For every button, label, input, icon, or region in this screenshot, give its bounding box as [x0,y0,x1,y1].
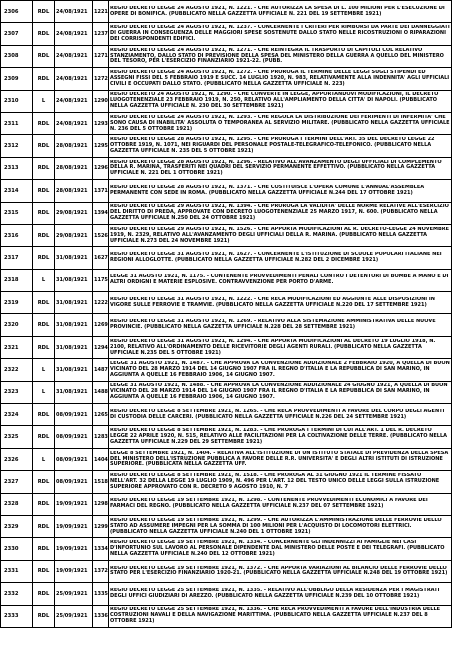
act-number: 1221 [93,1,109,23]
act-type: RDL [33,45,55,67]
record-number: 2322 [1,359,33,381]
act-type: RDL [33,292,55,314]
act-type: L [33,359,55,381]
act-number: 1298 [93,493,109,515]
act-description [109,314,452,336]
record-number: 2325 [1,426,33,448]
table-row [1,90,452,112]
act-description [109,180,452,202]
act-type: RDL [33,135,55,157]
act-type: RDL [33,224,55,246]
record-number: 2316 [1,224,33,246]
table-row [1,157,452,179]
record-number: 2313 [1,157,33,179]
act-description [109,247,452,269]
act-description-text: REGIO DECRETO LEGGE 31 AGOSTO 1921, N. 1269. - RELATIVO ALLA SISTEMAZIONE AMMINISTRATIVA DELLE NUOVE PROVINCIE. (PUBBLICATO NELLA GAZZETTA UFFICIALE N.228 DEL 28 SETTEMBRE 1921) [110,319,436,331]
act-date: 29/08/1921 [55,202,93,224]
act-number: 1627 [93,247,109,269]
act-description [109,583,452,605]
act-description [109,269,452,291]
act-number: 1283 [93,426,109,448]
act-description-text: REGIO DECRETO LEGGE 29 AGOSTO 1921, N. 1526. - CHE APPORTA MODIFICAZIONI AL R. DECRETO-LEGGE 24 NOVEMBRE 1919, N. 2329, RELATIVO ALL'AVANZAMENTO DEGLI UFFICIALI DELLA R. MARINA. (PUBBLICATO NELLA GAZZETTA UFFICIALE N.273 DEL 24 NOVEMBRE 1921) [110,226,450,244]
act-date: 24/08/1921 [55,1,93,23]
act-description-text: REGIO DECRETO LEGGE 31 AGOSTO 1921, N. 1627. - CONCERNENTE L'ISTITUZIONE DI SCUOLE POPOLARI ITALIANE NEI REGIONI ALLOGLOTTE. (PUBBLICATO NELLA GAZZETTA UFFICIALE N.282 DEL 2 DICEMBRE 1921) [110,252,442,263]
act-date: 24/08/1921 [55,45,93,67]
act-type: RDL [33,404,55,426]
record-number: 2318 [1,269,33,291]
record-number: 2333 [1,605,33,627]
act-number: 1295 [93,135,109,157]
act-description-text: REGIO DECRETO LEGGE 24 AGOSTO 1921, N. 1293. - CHE REGOLA LA DISTRIBUZIONE DEI FERIMENTI DI INFERMITA' CHE SONO CAUSA DI INABILITA' ASSOLUTA O TEMPORANEA AL SERVIZIO MILITARE. (PUBBLICATO NELLA GAZZETTA UFFICIALE N. 236 DEL 5 OTTOBRE 1921) [110,114,450,132]
table-row [1,292,452,314]
act-description [109,538,452,560]
act-description [109,448,452,470]
act-date: 31/08/1921 [55,314,93,336]
act-description [109,404,452,426]
act-description-text: REGIO DECRETO LEGGE 24 AGOSTO 1921, N. 1237. - CONCERNENTE I CRITERI PER RIMBORSI DA PARTE DEI DANNEGGIATI DI GUERRA IN CONSEGUENZA DELLE MAGGIORI SPESE SOSTENUTE DALLO STATO NELLE RICOSTRUZIONI O RIPARAZIONI DEI CORRISPONDENTI EDIFICI. [110,25,450,43]
act-description-text: REGIO DECRETO LEGGE 28 AGOSTO 1921, N. 1371. - CHE COSTITUISCE L'OPERA COMUNE L'ANNUAL'ASSEMBLEA PERMANENTE CON SEDE IN ROMA. (PUBBLICATO NELLA GAZZETTA UFFICIALE N.244 DEL 17 OTTOBRE 1921) [110,184,425,196]
table-row [1,448,452,470]
act-description [109,426,452,448]
act-number: 1175 [93,269,109,291]
record-number: 2326 [1,448,33,470]
record-number: 2329 [1,515,33,537]
act-type: RDL [33,68,55,90]
record-number: 2312 [1,135,33,157]
act-description-text: LEGGE 31 AGOSTO 1921, N. 1487. - CHE APPROVA LA CONVENZIONE ADDIZIONALE 2 FEBBRAIO 1920, A QUELLA DI BUON VICINATO DEL 28 MARZO 1914 DEL 14 GIUGNO 1907 FRA IL REGNO D'ITALIA E LA REPUBBLICA DI SAN MARINO, IN AGGIUNTA A QUELLE 16 FEBBRAIO 1906, 14 GIUGNO 1907. [110,361,450,378]
act-description-text: REGIO DECRETO LEGGE 31 AGOSTO 1921, N. 1294. - CHE APPORTA MODIFICAZIONI AL DECRETO 19 LUGLIO 1918, N. 2100, RELATIVO ALL'ORDINAMENTO DELLE RICEVITORIE DEGLI AGENTI RURALI. (PUBBLICATO NELLA GAZZETTA UFFICIALE N.235 DEL 5 OTTOBRE 1921) [110,338,436,356]
act-description-text: REGIO DECRETO LEGGE 29 AGOSTO 1921, N. 1394. - CHE PROROGA LA VALIDITA' DELLE NORME RELATIVE ALL'ESERCIZIO DEL DIRITTO DI PREDA, APPROVATE CON DECRETO LUOGOTENENZIALE 25 MARZO 1917, N. 600. (PUBBLICATO NELLA GAZZETTA UFFICIALE N.250 DEL 24 OTTOBRE 1921) [110,204,449,222]
act-description [109,23,452,45]
table-row [1,605,452,627]
act-number: 1296 [93,157,109,179]
act-description-text: REGIO DECRETO LEGGE 25 SETTEMBRE 1921, N. 1335. - RELATIVO ALL'OBBLIGO DELLA RESIDENZA PER I MAGISTRATI DEGLI UFFICI GIUDIZIARI DI AREZZO. (PUBBLICATO NELLA GAZZETTA UFFICIALE N.239 DEL 10 OTTOBRE 1921) [110,587,440,599]
act-description-text: REGIO DECRETO LEGGE 19 SETTEMBRE 1921, N. 1298. - CONTENENTE PROVVEDIMENTI ECONOMICI A FAVORE DEI FARMACI DEL REGNO. (PUBBLICATO NELLA GAZZETTA UFFICIALE N.237 DEL 07 SETTEMBRE 1921) [110,498,428,510]
record-number: 2307 [1,23,33,45]
act-description-text: REGIO DECRETO LEGGE 8 SETTEMBRE 1921, N. 1283. - CHE PROROGA I TERMINI DI CUI ALL'ART. 1 DEL R. DECRETO LEGGE 22 APRILE 1920, N. 515, RELATIVO ALLE FACILITAZIONI PER LA COLTIVAZIONE DELLE TERRE. (PUBBLICATO NELLA GAZZETTA UFFICIALE N.229 DEL 29 SETTEMBRE 1921) [110,428,448,446]
act-description-text: REGIO DECRETO LEGGE 24 AGOSTO 1921, N. 1221. - CHE AUTORIZZA LA SPESA DI L. 100 MILIONI PER L'ESECUZIONE DI OPERE DI BONIFICA. (PUBBLICATO NELLA GAZZETTA UFFICIALE N. 221 DEL 19 SETTEMBRE 1921) [110,5,445,17]
record-number: 2315 [1,202,33,224]
record-number: 2310 [1,90,33,112]
table-row [1,180,452,202]
table-row [1,538,452,560]
act-description [109,224,452,246]
act-date: 31/08/1921 [55,359,93,381]
act-number: 1269 [93,314,109,336]
act-type: L [33,381,55,403]
act-date: 24/08/1921 [55,112,93,134]
act-date: 31/08/1921 [55,247,93,269]
act-description-text: REGIO DECRETO LEGGE 19 SETTEMBRE 1921, N. 1299. - CHE AUTORIZZA L'AMMINISTRAZIONE DELLE FERROVIE DELLO STATO AD ASSUMERE IMPEGNI PER LA SOMMA DI 100 MILIONI PER L'ACQUISTO DI LOCOMOTORI ELETTRICI. (PUBBLICATO NELLA GAZZETTA UFFICIALE N.240 DEL 1 OTTOBRE 1921) [110,517,442,535]
act-type: RDL [33,314,55,336]
act-type: RDL [33,23,55,45]
record-number: 2321 [1,336,33,358]
act-description-text: LEGGE 8 SETTEMBRE 1921, N. 1404. - RELATIVA ALL'ISTITUZIONE DI UN ISTITUTO STATALE DI PREVIDENZA DELLA SPESA DEL MINISTERO DELL'ISTRUZIONE PUBBLICA A FAVORE DELLE R.R. UNIVERSITA' E DEGLI ALTRI ISTITUTI DI ISTRUZIONE SUPERIORE. (PUBBLICATA NELLA GAZZETTA UFF. [110,450,449,468]
table-row [1,426,452,448]
record-number: 2320 [1,314,33,336]
act-number: 1404 [93,448,109,470]
act-number: 1271 [93,45,109,67]
act-number: 1290 [93,90,109,112]
table-row [1,314,452,336]
act-description [109,157,452,179]
record-number: 2306 [1,1,33,23]
act-description [109,336,452,358]
act-description-text: LEGGE 31 AGOSTO 1921, N. 1175. - CONTENENTE PROVVEDIMENTI PENALI CONTRO I DETENTORI DI BOMBE A MANO E DI ALTRI ORDIGNI E MATERIE ESPLOSIVE. CONTRAVVENZIONE PER PORTO D'ARME. [110,274,449,286]
act-number: 1372 [93,560,109,582]
act-description [109,202,452,224]
act-date: 25/09/1921 [55,605,93,627]
act-description [109,605,452,627]
act-description-text: REGIO DECRETO LEGGE 31 AGOSTO 1921, N. 1222. - CHE RECA MODIFICAZIONI ED AGGIUNTE ALLE DISPOSIZIONI IN VIGORE SULLE FERROVIE E TRAMVIE. (PUBBLICATO NELLA GAZZETTA UFFICIALE N.220 DEL 17 SETTEMBRE 1921) [110,296,435,308]
act-number: 1488 [93,381,109,403]
act-type: RDL [33,560,55,582]
record-number: 2317 [1,247,33,269]
table-row [1,269,452,291]
act-type: L [33,269,55,291]
act-type: RDL [33,180,55,202]
act-type: RDL [33,157,55,179]
act-date: 28/08/1921 [55,180,93,202]
act-date: 31/08/1921 [55,381,93,403]
act-description [109,292,452,314]
act-type: RDL [33,1,55,23]
act-date: 08/09/1921 [55,404,93,426]
act-description-text: REGIO DECRETO LEGGE 28 AGOSTO 1921, N. 1295. - CHE PROROGA I TERMINI DELL'ART. 35 DEL DECRETO LEGGE 22 OTTOBRE 1919, N. 1071, NEI RIGUARDI DEL PERSONALE POSTALE-TELEGRAFICO-TELEFONICO. (PUBBLICATO NELLA GAZZETTA UFFICIALE N. 235 DEL 5 OTTOBRE 1921) [110,137,435,154]
act-number: 1294 [93,336,109,358]
act-type: RDL [33,426,55,448]
record-number: 2308 [1,45,33,67]
act-description [109,45,452,67]
act-type: RDL [33,202,55,224]
table-row [1,515,452,537]
table-row [1,23,452,45]
act-date: 31/08/1921 [55,269,93,291]
act-description [109,1,452,23]
table-row [1,381,452,403]
act-date: 19/09/1921 [55,515,93,537]
act-description [109,471,452,493]
record-number: 2309 [1,68,33,90]
record-number: 2331 [1,560,33,582]
table-row [1,359,452,381]
record-number: 2330 [1,538,33,560]
act-type: L [33,448,55,470]
act-description-text: REGIO DECRETO LEGGE 8 SETTEMBRE 1921, N. 1518. - CHE PROROGA AL 31 GIUGNO 1921 IL TERMINE FISSATO NELL'ART. 32 DELLA LEGGE 19 LUGLIO 1909, N. 496 PER L'ART. 12 DEL TESTO UNICO DELLE LEGGI SULLA ISTRUZIONE SUPERIORE APPROVATO CON R. DECRETO 9 AGOSTO 1910, N. 7 [110,473,440,490]
record-number: 2314 [1,180,33,202]
table-row [1,224,452,246]
act-description-text: REGIO DECRETO LEGGE 28 AGOSTO 1921, N. 1296. - RELATIVO ALL'AVANZAMENTO DEGLI UFFICIALI DI COMPLEMENTO DELLA R. MARINA, TRASFERITI NEI QUADRI DEL SERVIZIO PERMANENTE EFFETTIVO. (PUBBLICATO NELLA GAZZETTA UFFICIALE N. 221 DEL 1 OTTOBRE 1921) [110,159,442,177]
act-description-text: LEGGE 31 AGOSTO 1921, N. 1488. - CHE APPROVA LA CONVENZIONE ADDIZIONALE 24 GIUGNO 1921, A QUELLA DI BUON VICINATO DEL 28 MARZO 1914 DEL 14 GIUGNO 1907 FRA IL REGNO D'ITALIA E LA REPUBBLICA DI SAN MARINO, IN AGGIUNTA A QUELLE 16 FEBBRAIO 1906, 14 GIUGNO 1907. [110,383,448,401]
act-number: 1487 [93,359,109,381]
act-description-text: REGIO DECRETO LEGGE 25 SETTEMBRE 1921, N. 1336. - CHE RECA PROVVEDIMENTI A FAVORE DELL'INDUSTRIA DELLE COSTRUZIONI NAVALI E DELLA NAVIGAZIONE MARITTIMA. (PUBBLICATO NELLA GAZZETTA UFFICIALE N.237 DEL 8 OTTOBRE 1921) [110,607,441,625]
act-number: 1222 [93,292,109,314]
act-description [109,112,452,134]
act-number: 1371 [93,180,109,202]
table-row [1,336,452,358]
act-date: 28/08/1921 [55,157,93,179]
act-date: 08/09/1921 [55,471,93,493]
act-date: 29/08/1921 [55,224,93,246]
record-number: 2332 [1,583,33,605]
table-row [1,493,452,515]
act-description-text: REGIO DECRETO LEGGE 24 AGOSTO 1921, N. 1272. - CHE PROROGA IL TERMINE DELLE LEGGI SUGLI STIPENDI ED ASSEGNI FISSI DEL 5 FEBBRAIO 1919 E SUCC. 14 LUGLIO 1920, N. 983, RELATIVAMENTE ALLA INDENNITA' AGLI UFFICIALI CIVILI E OCCUPATI DALLO STATO. (PUBBLICATO NELLA GAZZETTA UFFICIALE N. 223) [110,70,450,87]
laws-table-body [1,1,452,628]
act-date: 24/08/1921 [55,90,93,112]
act-description [109,493,452,515]
table-row [1,247,452,269]
act-number: 1265 [93,404,109,426]
act-description-text: REGIO DECRETO LEGGE 24 AGOSTO 1921, N. 1271. - CHE REINTEGRA IL TRASPORTO DI CAPITOLI COL RELATIVO STANZIAMENTO, DALLO STATO DI PREVISIONE DELLA SPESA DEL MINISTERO DELLA GUERRA A QUELLO DEL MINISTERO DEL TESORO, PER L'ESERCIZIO FINANZIARIO 1921-22. (PUBB. [110,47,444,65]
act-number: 1334 [93,538,109,560]
table-row [1,68,452,90]
act-date: 19/09/1921 [55,560,93,582]
act-date: 24/08/1921 [55,23,93,45]
table-row [1,583,452,605]
act-type: RDL [33,112,55,134]
act-type: RDL [33,336,55,358]
act-number: 1299 [93,515,109,537]
record-number: 2311 [1,112,33,134]
act-type: RDL [33,515,55,537]
act-type: RDL [33,605,55,627]
table-row [1,404,452,426]
act-date: 25/09/1921 [55,583,93,605]
table-row [1,112,452,134]
act-number: 1526 [93,224,109,246]
table-row [1,202,452,224]
act-description [109,135,452,157]
act-description [109,359,452,381]
act-description-text: REGIO DECRETO LEGGE 19 SETTEMBRE 1921, N. 1372. - CHE APPORTA VARIAZIONI AL BILANCIO DELLE FERROVIE DELLO STATO PER L'ESERCIZIO FINANZIARIO 1920-21. (PUBBLICATO NELLA GAZZETTA UFFICIALE N.248 DEL 19 OTTOBRE 1921) [110,565,448,577]
act-date: 31/08/1921 [55,292,93,314]
act-number: 1336 [93,605,109,627]
record-number: 2327 [1,471,33,493]
act-type: RDL [33,471,55,493]
act-number: 1394 [93,202,109,224]
table-row [1,471,452,493]
act-type: RDL [33,247,55,269]
act-date: 19/09/1921 [55,538,93,560]
act-number: 1518 [93,471,109,493]
table-row [1,45,452,67]
record-number: 2319 [1,292,33,314]
act-date: 28/08/1921 [55,135,93,157]
act-description-text: REGIO DECRETO LEGGE 8 SETTEMBRE 1921, N. 1265. - CHE RECA PROVVEDIMENTI A FAVORE DEL CORPO DEGLI AGENTI DI CUSTODIA DELLE CARCERI. (PUBBLICATO NELLA GAZZETTA UFFICIALE N.226 DEL 24 SETTEMBRE 1921) [110,408,445,420]
record-number: 2328 [1,493,33,515]
act-number: 1237 [93,23,109,45]
act-date: 24/08/1921 [55,68,93,90]
act-description [109,560,452,582]
act-number: 1293 [93,112,109,134]
table-row [1,1,452,23]
act-description [109,515,452,537]
act-description [109,68,452,90]
act-type: RDL [33,493,55,515]
act-description [109,90,452,112]
act-date: 19/09/1921 [55,493,93,515]
act-description [109,381,452,403]
act-date: 08/09/1921 [55,448,93,470]
act-type: RDL [33,538,55,560]
record-number: 2323 [1,381,33,403]
table-row [1,135,452,157]
act-type: L [33,90,55,112]
act-number: 1335 [93,583,109,605]
act-number: 1272 [93,68,109,90]
record-number: 2324 [1,404,33,426]
act-date: 31/08/1921 [55,336,93,358]
act-type: RDL [33,583,55,605]
act-description-text: REGIO DECRETO 24 AGOSTO 1921, N. 1290. - CHE CONVERTE IN LEGGE, APPORTANDOVI MODIFICAZIONI, IL DECRETO LUOGOTENENZIALE 23 FEBBRAIO 1919, N. 250, RELATIVO ALL'AMPLIAMENTO DELLA CITTA' DI NAPOLI. (PUBBLICATO NELLA GAZZETTA UFFICIALE N. 230 DEL 30 SETTEMBRE 1921) [110,92,439,110]
table-row [1,560,452,582]
act-date: 08/09/1921 [55,426,93,448]
act-description-text: REGIO DECRETO LEGGE 19 SETTEMBRE 1921, N. 1334. - CONCERNENTE GLI INDENNIZZI AI FAMIGLIE NEI CASI D'INFORTUNIO SUL LAVORO AL PERSONALE DIPENDENTE DAL MINISTERO DELLE POSTE E DEI TELEGRAFI. (PUBBLICATO NELLA GAZZETTA UFFICIALE N.240 DEL 12 OTTOBRE 1921) [110,540,445,558]
